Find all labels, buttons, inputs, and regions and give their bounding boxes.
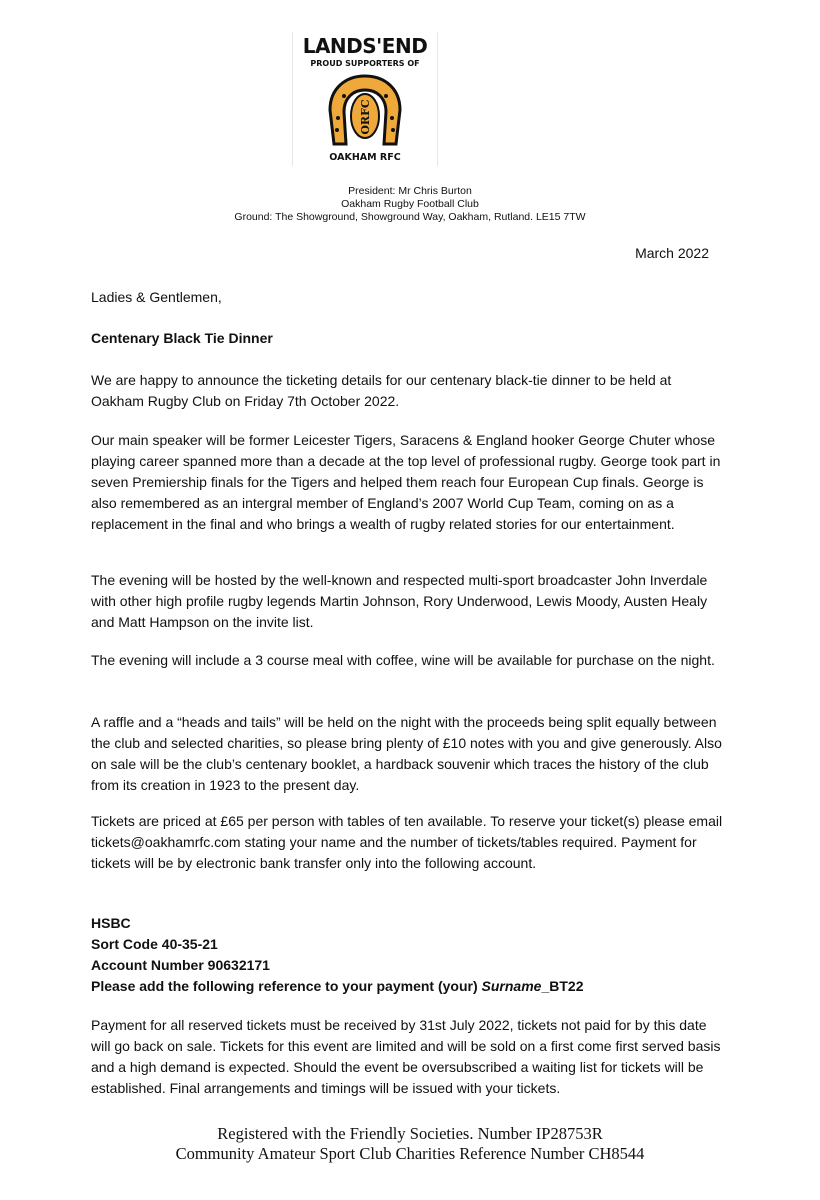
paragraph-meal: The evening will include a 3 course meal with coffee, wine will be available for purchase on the night. [91, 652, 715, 668]
bank-details [91, 913, 723, 997]
horseshoe-nail [391, 128, 395, 132]
horseshoe-nail [384, 94, 388, 98]
monogram-text: ORFC [359, 99, 372, 135]
horseshoe-nail [342, 94, 346, 98]
paragraph-host: The evening will be hosted by the well-known and respected multi-sport broadcaster John Inverdale with other high profile rugby legends Martin Johnson, Rory Underwood, Lewis Moody, Austen Healy and Matt Hampson on the invite list. [91, 572, 708, 630]
paragraph-announcement: We are happy to announce the ticketing details for our centenary black-tie dinner to be held at Oakham Rugby Club on Friday 7th October 2022. [91, 372, 672, 409]
club-name-logo: OAKHAM RFC [329, 152, 401, 163]
account-number: Account Number 90632171 [91, 957, 270, 973]
paragraph-speaker: Our main speaker will be former Leicester Tigers, Saracens & England hooker George Chuter whose playing career spanned more than a decade at the top level of professional rugby. George took part in seven Premiership finals for the Tigers and helped them reach four European Cup finals. George is also remembered as an intergral member of England’s 2007 World Cup Team, coming on as a replacement in the final and who brings a wealth of rugby related stories for our entertainment. [91, 432, 721, 532]
horseshoe-crest-icon [328, 74, 402, 150]
sponsor-brand: LANDS'END [302, 34, 428, 58]
payment-reference: Please add the following reference to your payment (your) Surname_BT22 [91, 978, 584, 994]
horseshoe-nail [390, 116, 394, 120]
bank-name: HSBC [91, 915, 131, 931]
paragraph-closing: Payment for all reserved tickets must be received by 31st July 2022, tickets not paid for by this date will go back on sale. Tickets for this event are limited and will be sold on a first come first served basis and a high demand is expected. Should the event be oversubscribed a waiting list for tickets will be established. Final arrangements and timings will be issued with your tickets. [91, 1017, 721, 1096]
letter-heading: Centenary Black Tie Dinner [91, 330, 273, 346]
footer-charity: Community Amateur Sport Club Charities Reference Number CH8544 [175, 1144, 645, 1163]
president-line: President: Mr Chris Burton [348, 185, 472, 197]
club-logo [292, 32, 438, 166]
ground-line: Ground: The Showground, Showground Way, Oakham, Rutland. LE15 7TW [234, 211, 586, 223]
club-line: Oakham Rugby Football Club [341, 198, 479, 210]
horseshoe-nail [336, 116, 340, 120]
salutation: Ladies & Gentlemen, [91, 289, 222, 305]
paragraph-raffle: A raffle and a “heads and tails” will be held on the night with the proceeds being split equally between the club and selected charities, so please bring plenty of £10 notes with you and give generously. Also on sale will be the club’s centenary booklet, a hardback souvenir which traces the history of the club from its creation in 1923 to the present day. [91, 714, 722, 793]
footer-registration: Registered with the Friendly Societies. Number IP28753R [217, 1124, 603, 1143]
sponsor-tagline: PROUD SUPPORTERS OF [310, 59, 420, 68]
paragraph-tickets: Tickets are priced at £65 per person with tables of ten available. To reserve your ticket(s) please email tickets@oakhamrfc.com stating your name and the number of tickets/tables required. Payment for tickets will be by electronic bank transfer only into the following account. [91, 813, 723, 871]
letter-date: March 2022 [635, 245, 709, 261]
sort-code: Sort Code 40-35-21 [91, 936, 218, 952]
horseshoe-nail [335, 128, 339, 132]
